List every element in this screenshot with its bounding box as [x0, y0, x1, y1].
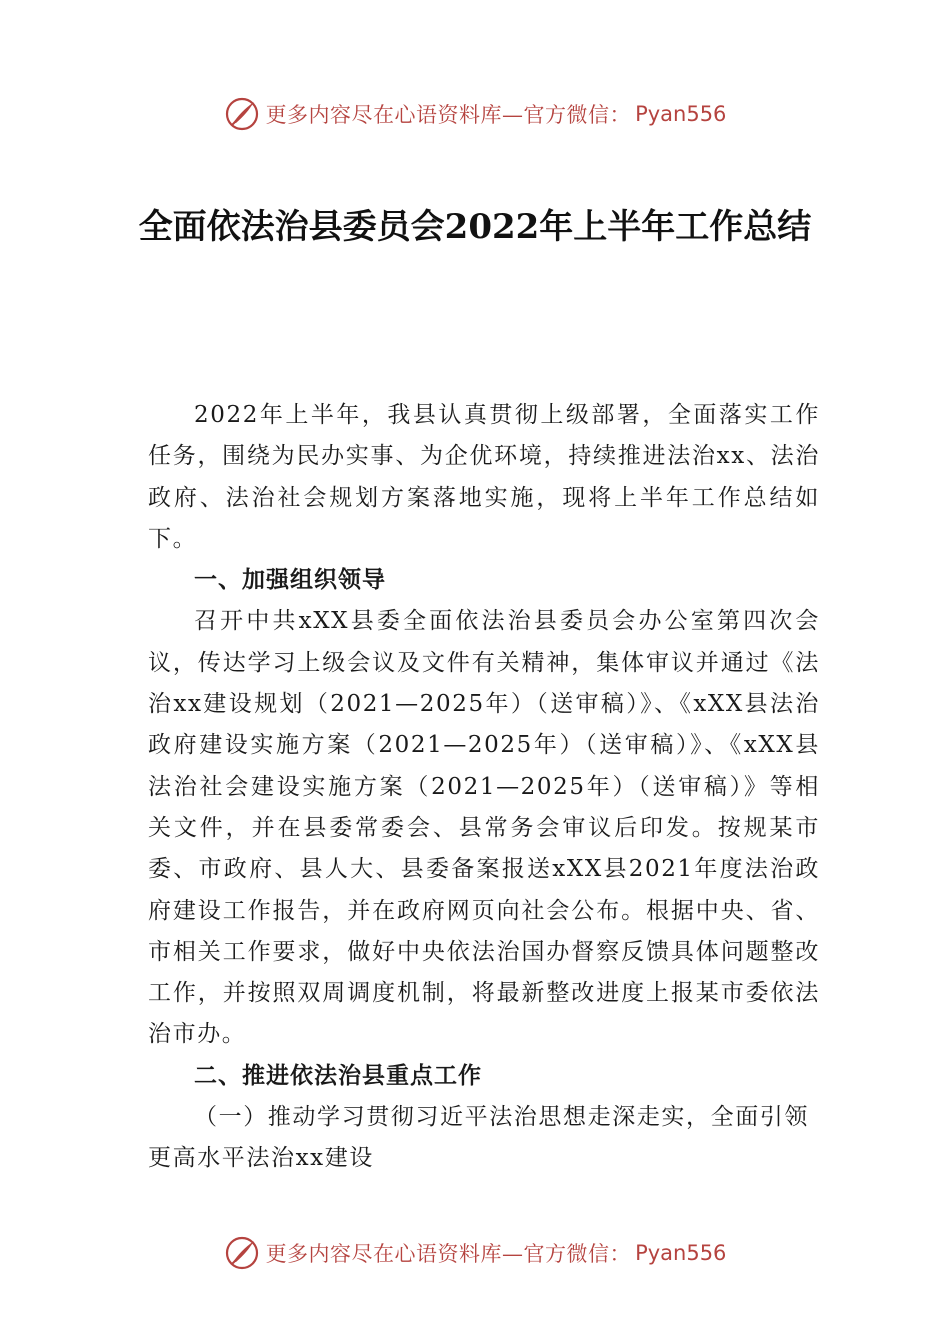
- section-1-paragraph: 召开中共xXX县委全面依法治县委员会办公室第四次会议，传达学习上级会议及文件有关精神，集体审议并通过《法治xx建设规划（2021—2025年）（送审稿）》、《xXX县法治政府建设实施方案（2021—2025年）（送审稿）》、《xXX县法治社会建设实施方案（2021—2025年）（送审稿）》等相关文件，并在县委常委会、县常务会审议后印发。按规某市委、市政府、县人大、县委备案报送xXX县2021年度法治政府建设工作报告，并在政府网页向社会公布。根据中央、省、市相关工作要求，做好中央依法治国办督察反馈具体问题整改工作，并按照双周调度机制，将最新整改进度上报某市委依法治市办。: [148, 608, 820, 1048]
- header-watermark: [0, 94, 950, 134]
- document-title: 全面依法治县委员会2022年上半年工作总结: [138, 207, 812, 247]
- watermark-wechat-id: Pyan556: [635, 102, 727, 126]
- watermark-text: 更多内容尽在心语资料库—官方微信：: [265, 103, 632, 127]
- document-body: [148, 395, 820, 1180]
- intro-paragraph: 2022年上半年，我县认真贯彻上级部署，全面落实工作任务，围绕为民办实事、为企优环境，持续推进法治xx、法治政府、法治社会规划方案落地实施，现将上半年工作总结如下。: [148, 402, 820, 552]
- section-heading-2: 二、推进依法治县重点工作: [194, 1062, 482, 1089]
- watermark-text: 更多内容尽在心语资料库—官方微信：: [265, 1242, 632, 1266]
- watermark-wechat-id: Pyan556: [635, 1241, 727, 1265]
- subsection-heading-1: （一）推动学习贯彻习近平法治思想走深走实，全面引领更高水平法治xx建设: [148, 1104, 809, 1172]
- footer-watermark: [0, 1233, 950, 1273]
- quill-pen-seal-icon: [224, 1235, 260, 1271]
- quill-pen-seal-icon: [224, 96, 260, 132]
- section-heading-1: 一、加强组织领导: [194, 567, 386, 594]
